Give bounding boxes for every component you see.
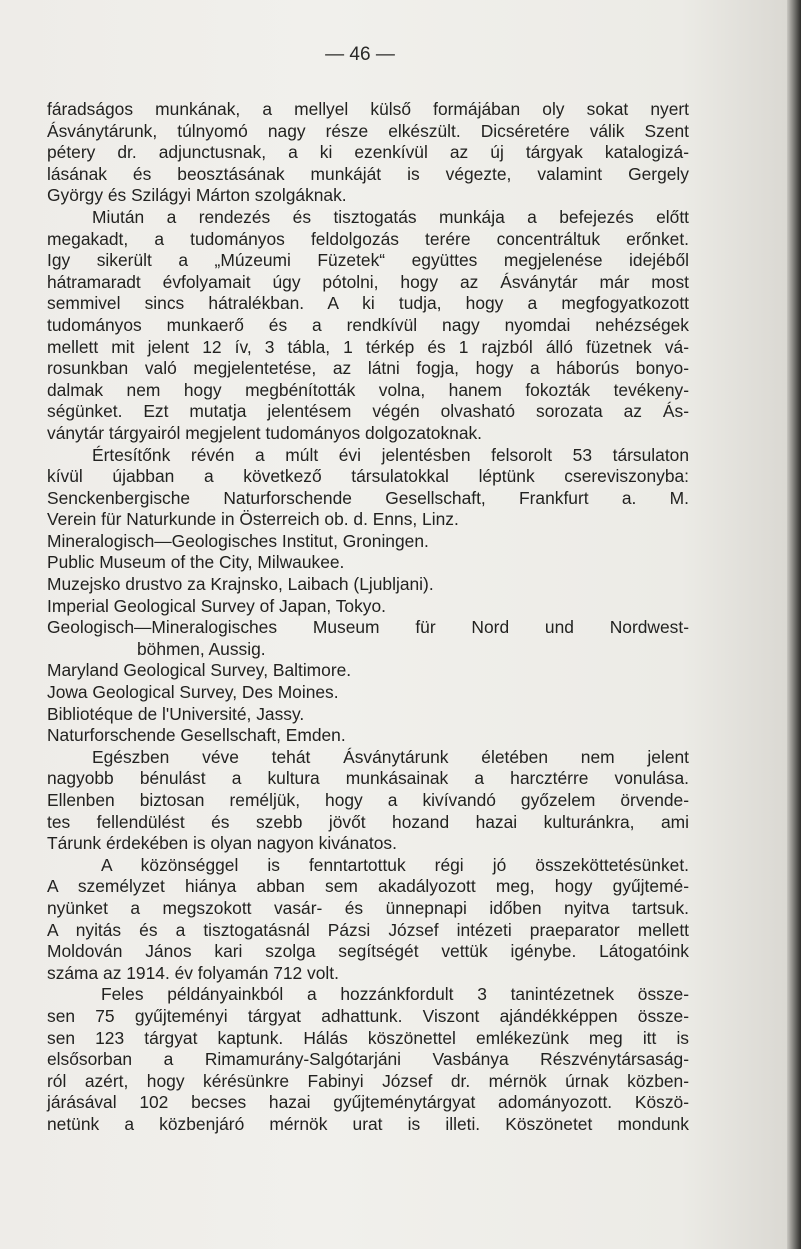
text-line: Egészben véve tehát Ásványtárunk életében nem jelent [92, 746, 689, 767]
text-line: Miután a rendezés és tisztogatás munkája a befejezés előtt [92, 206, 689, 227]
text-line: hátramaradt évfolyamait úgy pótolni, hogy az Ásványtár már most [47, 271, 689, 292]
text-line: fáradságos munkának, a mellyel külső formájában oly sokat nyert [47, 99, 689, 119]
text-line: ségünket. Ezt mutatja jelentésem végén olvasható sorozata az Ás- [47, 401, 689, 422]
text-line: Tárunk érdekében is olyan nagyon kivánatos. [47, 833, 397, 854]
text-line: dalmak nem hogy megbénították volna, hanem fokozták tevékeny- [47, 379, 689, 400]
text-line: nyünket a megszokott vasár- és ünnepnapi időben nyitva tartsuk. [47, 897, 689, 918]
text-line: ról azért, hogy kérésünkre Fabinyi József dr. mérnök úrnak közben- [47, 1070, 689, 1091]
text-line: Mineralogisch—Geologisches Institut, Groningen. [47, 530, 429, 551]
text-line: Senckenbergische Naturforschende Gesellschaft, Frankfurt a. M. [47, 487, 689, 508]
page-number: — 46 — [325, 44, 395, 65]
text-line: mellett mit jelent 12 ív, 3 tábla, 1 térkép és 1 rajzból álló füzetnek vá- [47, 336, 689, 357]
text-line: Igy sikerült a „Múzeumi Füzetek“ együttes megjelenése idejéből [47, 250, 689, 271]
text-line: Muzejsko drustvo za Krajnsko, Laibach (Ljubljani). [47, 574, 434, 595]
body-text [47, 99, 689, 1136]
text-line: ványtár tárgyairól megjelent tudományos dolgozatoknak. [47, 422, 483, 443]
text-line: elsősorban a Rimamurány-Salgótarjáni Vasbánya Részvénytársaság- [47, 1049, 689, 1070]
text-line: Public Museum of the City, Milwaukee. [47, 552, 345, 573]
text-line: netünk a közbenjáró mérnök urat is illeti. Köszönetet mondunk [47, 1113, 689, 1134]
text-line: Jowa Geological Survey, Des Moines. [47, 682, 339, 703]
text-line: böhmen, Aussig. [137, 638, 266, 659]
text-line: rosunkban való megjelentetése, az látni fogja, hogy a háborús bonyo- [47, 358, 689, 379]
text-line: sen 123 tárgyat kaptunk. Hálás köszönettel emlékezünk meg itt is [47, 1027, 689, 1048]
text-line: Feles példányainkból a hozzánkfordult 3 tanintézetnek össze- [101, 984, 689, 1005]
text-line: pétery dr. adjunctusnak, a ki ezenkívül az új tárgyak katalogizá- [47, 142, 689, 163]
text-line: A nyitás és a tisztogatásnál Pázsi József intézeti praeparator mellett [47, 919, 689, 940]
text-line: Ásványtárunk, túlnyomó nagy része elkészült. Dicséretére válik Szent [47, 120, 689, 141]
text-line: Naturforschende Gesellschaft, Emden. [47, 725, 346, 746]
text-line: Ellenben biztosan reméljük, hogy a kivívandó győzelem örvende- [47, 790, 689, 810]
text-line: A közönséggel is fenntartottuk régi jó összeköttetésünket. [101, 854, 689, 875]
text-line: Imperial Geological Survey of Japan, Tokyo. [47, 595, 386, 616]
text-line: nagyobb bénulást a kultura munkásainak a harcztérre vonulása. [47, 768, 689, 789]
text-line: Értesítőnk révén a múlt évi jelentésben felsorolt 53 társulaton [92, 444, 689, 465]
scan-edge-shadow [787, 0, 801, 1249]
text-line: Geologisch—Mineralogisches Museum für Nord und Nordwest- [47, 617, 689, 638]
text-line: György és Szilágyi Márton szolgáknak. [47, 185, 347, 206]
text-line: sen 75 gyűjteményi tárgyat adhattunk. Viszont ajándékképpen össze- [47, 1005, 689, 1026]
text-line: semmivel sincs hátralékban. A ki tudja, hogy a megfogyatkozott [47, 293, 689, 314]
text-line: Moldován János kari szolga segítségét vettük igénybe. Látogatóink [47, 941, 689, 962]
text-line: A személyzet hiánya abban sem akadályozott meg, hogy gyűjtemé- [47, 876, 689, 897]
text-line: Verein für Naturkunde in Österreich ob. d. Enns, Linz. [47, 509, 459, 530]
text-line: tes fellendülést és szebb jövőt hozand hazai kulturánkra, ami [47, 811, 689, 832]
text-line: Maryland Geological Survey, Baltimore. [47, 660, 352, 681]
text-line: Bibliotéque de l'Université, Jassy. [47, 703, 305, 724]
text-line: megakadt, a tudományos feldolgozás terére concentráltuk erőnket. [47, 228, 689, 249]
text-line: kívül újabban a következő társulatokkal léptünk csereviszonyba: [47, 466, 689, 487]
text-line: száma az 1914. év folyamán 712 volt. [47, 962, 339, 983]
text-line: lásának és beosztásának munkáját is végezte, valamint Gergely [47, 163, 689, 184]
text-line: járásával 102 becses hazai gyűjteménytárgyat adományozott. Köszö- [47, 1092, 689, 1113]
text-line: tudományos munkaerő és a rendkívül nagy nyomdai nehézségek [47, 314, 689, 335]
